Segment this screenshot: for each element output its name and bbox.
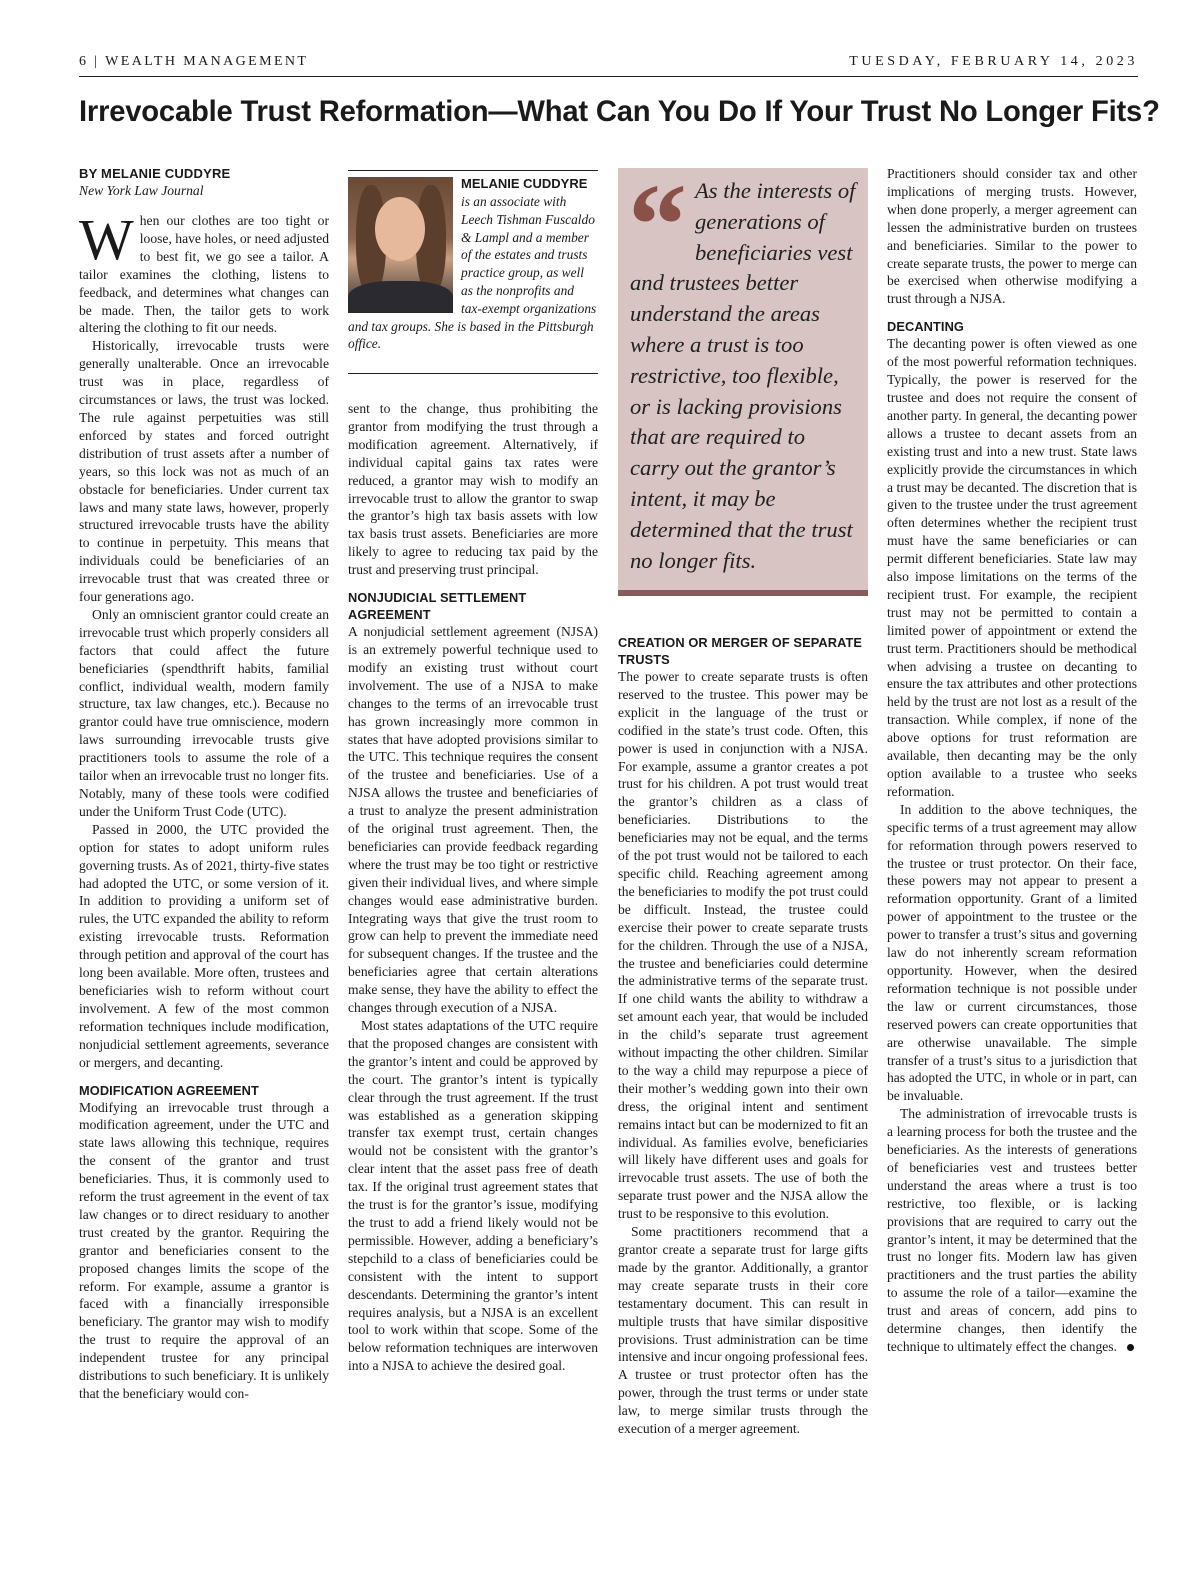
paragraph: A nonjudicial settlement agreement (NJSA) is an extremely powerful technique used to modify an existing trust without court involvement. The use of a NJSA to make changes to the terms of an irrevocable trust has grown increasingly more common in states that have adopted provisions similar to the UTC. This technique requires the consent of the trustee and beneficiaries. Use of a NJSA allows the trustee and beneficiaries of a trust to analyze the present administration of the original trust agreement. Then, the beneficiaries can provide feedback regarding where the trust may be too tight or restrictive given their individual lives, and where simple changes would ease administrative burden. Integrating ways that give the trust room to grow can help to prevent the immediate need for subsequent changes. If the trustee and the beneficiaries agree that certain alterations make sense, they have the ability to effect the changes through execution of a NJSA. <box>348 624 598 1016</box>
section-heading: CREATION OR MERGER OF SEPARATE TRUSTS <box>618 635 863 667</box>
author-name: MELANIE CUDDYRE <box>461 176 588 191</box>
byline: BY MELANIE CUDDYRE <box>79 166 231 181</box>
article-column-3 <box>618 634 868 1438</box>
paragraph-text: hen our clothes are too tight or loose, have holes, or need adjusted to best fit, we go see a tailor. A tailor examines the clothing, listens to feedback, and determines what changes can be made. Then, the tailor gets to work altering the clothing to fit our needs. <box>79 213 329 336</box>
paragraph <box>79 207 329 337</box>
paragraph: Most states adaptations of the UTC require that the proposed changes are consistent with the grantor’s intent and could be approved by the court. The grantor’s intent is typically clear through the trust agreement. If the trust was established as a generation skipping transfer tax exempt trust, certain changes would not be consistent with the grantor’s clear intent that the asset pass free of death tax. If the original trust agreement states that the trust is for the grantor’s issue, modifying the trust to add a friend likely would not be permissible. However, adding a beneficiary’s stepchild to a class of beneficiaries could be consistent with the intent to support descendants. Determining the grantor’s intent requires analysis, but a NJSA is an excellent tool to work within that scope. Some of the below reformation techniques are interwoven into a NJSA to achieve the desired goal. <box>348 1018 598 1374</box>
section-heading: NONJUDICIAL SETTLEMENT AGREEMENT <box>348 590 527 623</box>
pull-quote <box>618 159 868 596</box>
paragraph: Passed in 2000, the UTC provided the option for states to adopt uniform rules governing trusts. As of 2021, thirty-five states had adopted the UTC, or some version of it. In addition to providing a uniform set of rules, the UTC expanded the ability to reform existing irrevocable trusts. Reformation through petition and approval of the court has long been available. More often, trustees and beneficiaries wish to reform without court involvement. A few of the most common reformation techniques include modification, nonjudicial settlement agreements, severance or mergers, and decanting. <box>79 821 329 1070</box>
section-heading: MODIFICATION AGREEMENT <box>79 1082 259 1098</box>
article-column-2 <box>348 400 598 1375</box>
publication-name: New York Law Journal <box>79 183 204 198</box>
article-column-1 <box>79 165 329 1403</box>
pull-quote-text: As the interests of generations of beneficiaries vest and trustees better understand the areas where a trust is too restrictive, too flexible, or is lacking provisions that are required to carry out the grantor’s intent, it may be determined that the trust no longer fits. <box>630 178 856 573</box>
page-section-label: 6 | WEALTH MANAGEMENT <box>79 54 309 69</box>
paragraph <box>887 1105 1137 1356</box>
paragraph: Historically, irrevocable trusts were generally unalterable. Once an irrevocable trust was in place, regardless of circumstances or laws, the trust was locked. The rule against perpetuities was still enforced by states and forced outright distribution of trust assets after a number of years, so this lock was not as much of an obstacle for beneficiaries. Under current tax laws and many state laws, however, properly structured irrevocable trusts have the ability to continue in perpetuity. This means that individuals could be beneficiaries of an irrevocable trust that was created three or four generations ago. <box>79 338 329 605</box>
author-box <box>348 170 598 374</box>
paragraph: Only an omniscient grantor could create an irrevocable trust which properly considers all factors that could affect the future beneficiaries (spendthrift habits, familial conflict, individual wealth, modern family structure, tax law changes, etc.). Because no grantor could have true omniscience, modern laws surrounding irrevocable trusts give practitioners tools to assume the role of a tailor when an irrevocable trust no longer fits. Notably, many of these tools were codified under the Uniform Trust Code (UTC). <box>79 606 329 819</box>
paragraph: Modifying an irrevocable trust through a modification agreement, under the UTC and state laws allowing this technique, requires the consent of the grantor and trust beneficiaries. Thus, it is commonly used to reform the trust agreement in the event of tax law changes or to direct residuary to another trust created by the grantor. Requiring the grantor and beneficiaries consent to the proposed changes limits the scope of the reform. For example, assume a grantor is faced with a financially irresponsible beneficiary. The grantor may wish to modify the trust to require the approval of an independent trustee for any principal distributions to such beneficiary. It is unlikely that the beneficiary would con- <box>79 1099 329 1401</box>
quote-mark-icon: “ <box>628 159 687 290</box>
article-column-4 <box>887 165 1137 1356</box>
running-head <box>79 52 1138 77</box>
paragraph: Some practitioners recommend that a grantor create a separate trust for large gifts made by the grantor. Additionally, a grantor may create separate trusts in their core testamentary document. This can result in multiple trusts that have similar dispositive provisions. Trust administration can be time intensive and incur ongoing professional fees. A trustee or trust protector often has the power, through the trust terms or under state law, to merge similar trusts through the execution of a merger agreement. <box>618 1224 868 1437</box>
paragraph: The decanting power is often viewed as one of the most powerful reformation techniques. Typically, the power is reserved for the trustee and does not require the consent of another party. In general, the decanting power allows a trustee to decant assets from an existing trust and into a new trust. State laws explicitly provide the circumstances in which a trust may be decanted. The discretion that is given to the trustee under the trust agreement often determines whether the recipient trust must have the same beneficiaries or can permit different beneficiaries. State law may also impose limitations on the terms of the recipient trust. For example, the recipient trust may not be permitted to contain a limited power of appointment or extend the trust term. Practitioners should be methodical when advising a trustee on decanting to ensure the tax attributes and other protections held by the trust are not lost as a result of the transaction. While complex, if none of the above options for trust reformation are available, then decanting may be the only option available to a trustee who seeks reformation. <box>887 336 1137 799</box>
author-photo <box>348 177 453 313</box>
author-bio: is an associate with Leech Tishman Fuscaldo & Lampl and a member of the estates and trusts practice group, as well as the nonprofits and tax-exempt organizations and tax groups. She is based in the Pittsburgh office. <box>348 194 597 352</box>
section-heading: DECANTING <box>887 319 964 335</box>
paragraph-text: The administration of irrevocable trusts is a learning process for both the trustee and the beneficiaries. As the interests of generations of beneficiaries vest and trustees better understand the areas where a trust is too restrictive, too flexible, or is lacking provisions that are required to carry out the grantor’s intent, it may be determined that the trust no longer fits. Modern law has given practitioners and the trust parties the ability to assume the role of a tailor—examine the trust and areas of concern, add pins to determine changes, then identify the technique to ultimately effect the changes. <box>887 1106 1137 1354</box>
paragraph: sent to the change, thus prohibiting the grantor from modifying the trust through a modification agreement. Alternatively, if individual capital gains tax rates were reduced, a grantor may wish to modify an irrevocable trust to allow the grantor to swap the grantor’s high tax basis assets with low tax basis trust assets. Beneficiaries are more likely to agree to reducing tax paid by the trust and preserving trust principal. <box>348 401 598 578</box>
drop-cap: W <box>79 207 134 272</box>
end-mark-icon <box>1127 1344 1134 1351</box>
article-headline: Irrevocable Trust Reformation—What Can You Do If Your Trust No Longer Fits? <box>79 96 1160 128</box>
paragraph: The power to create separate trusts is often reserved to the trustee. This power may be explicit in the language of the trust or codified in the state’s trust code. Often, this power is used in conjunction with a NJSA. For example, assume a grantor creates a pot trust for his children. A pot trust would treat the grantor’s children as a class of beneficiaries. Distributions to the beneficiaries may not be equal, and the terms of the pot trust would not be tailored to each specific child. Reaching agreement among the beneficiaries to modify the pot trust could be difficult. Instead, the trustee could exercise their power to create separate trusts for the children. Through the use of a NJSA, the trustee and beneficiaries could determine the administrative terms of the separate trust. If one child wants the ability to withdraw a set amount each year, that would be included in the child’s separate trust agreement without impacting the other children. Similar to the way a child may repurpose a piece of their mother’s wedding gown into their own dress, the original intent and sentiment remains intact but can be modernized to fit an individual. As families evolve, beneficiaries will likely have different uses and goals for irrevocable trust assets. The use of both the separate trust power and the NJSA allow the trust to be responsive to this evolution. <box>618 669 868 1222</box>
paragraph: Practitioners should consider tax and other implications of merging trusts. However, when done properly, a merger agreement can lessen the administrative burden on trustees and beneficiaries. Similar to the power to create separate trusts, the power to merge can be exercised when otherwise modifying a trust through a NJSA. <box>887 166 1137 307</box>
paragraph: In addition to the above techniques, the specific terms of a trust agreement may allow for reformation through powers reserved to the trustee or trust protector. On their face, these powers may not appear to present a reformation opportunity. Grant of a limited power of appointment to the trustee or the power to transfer a trust’s situs and governing law do not inherently scream reformation opportunity. However, when the desired reformation technique is not possible under the law or current circumstances, those reserved powers can create opportunities that are otherwise unavailable. The simple transfer of a trust’s situs to a jurisdiction that has adopted the UTC, in whole or in part, can be invaluable. <box>887 801 1137 1104</box>
issue-date: TUESDAY, FEBRUARY 14, 2023 <box>849 54 1138 69</box>
